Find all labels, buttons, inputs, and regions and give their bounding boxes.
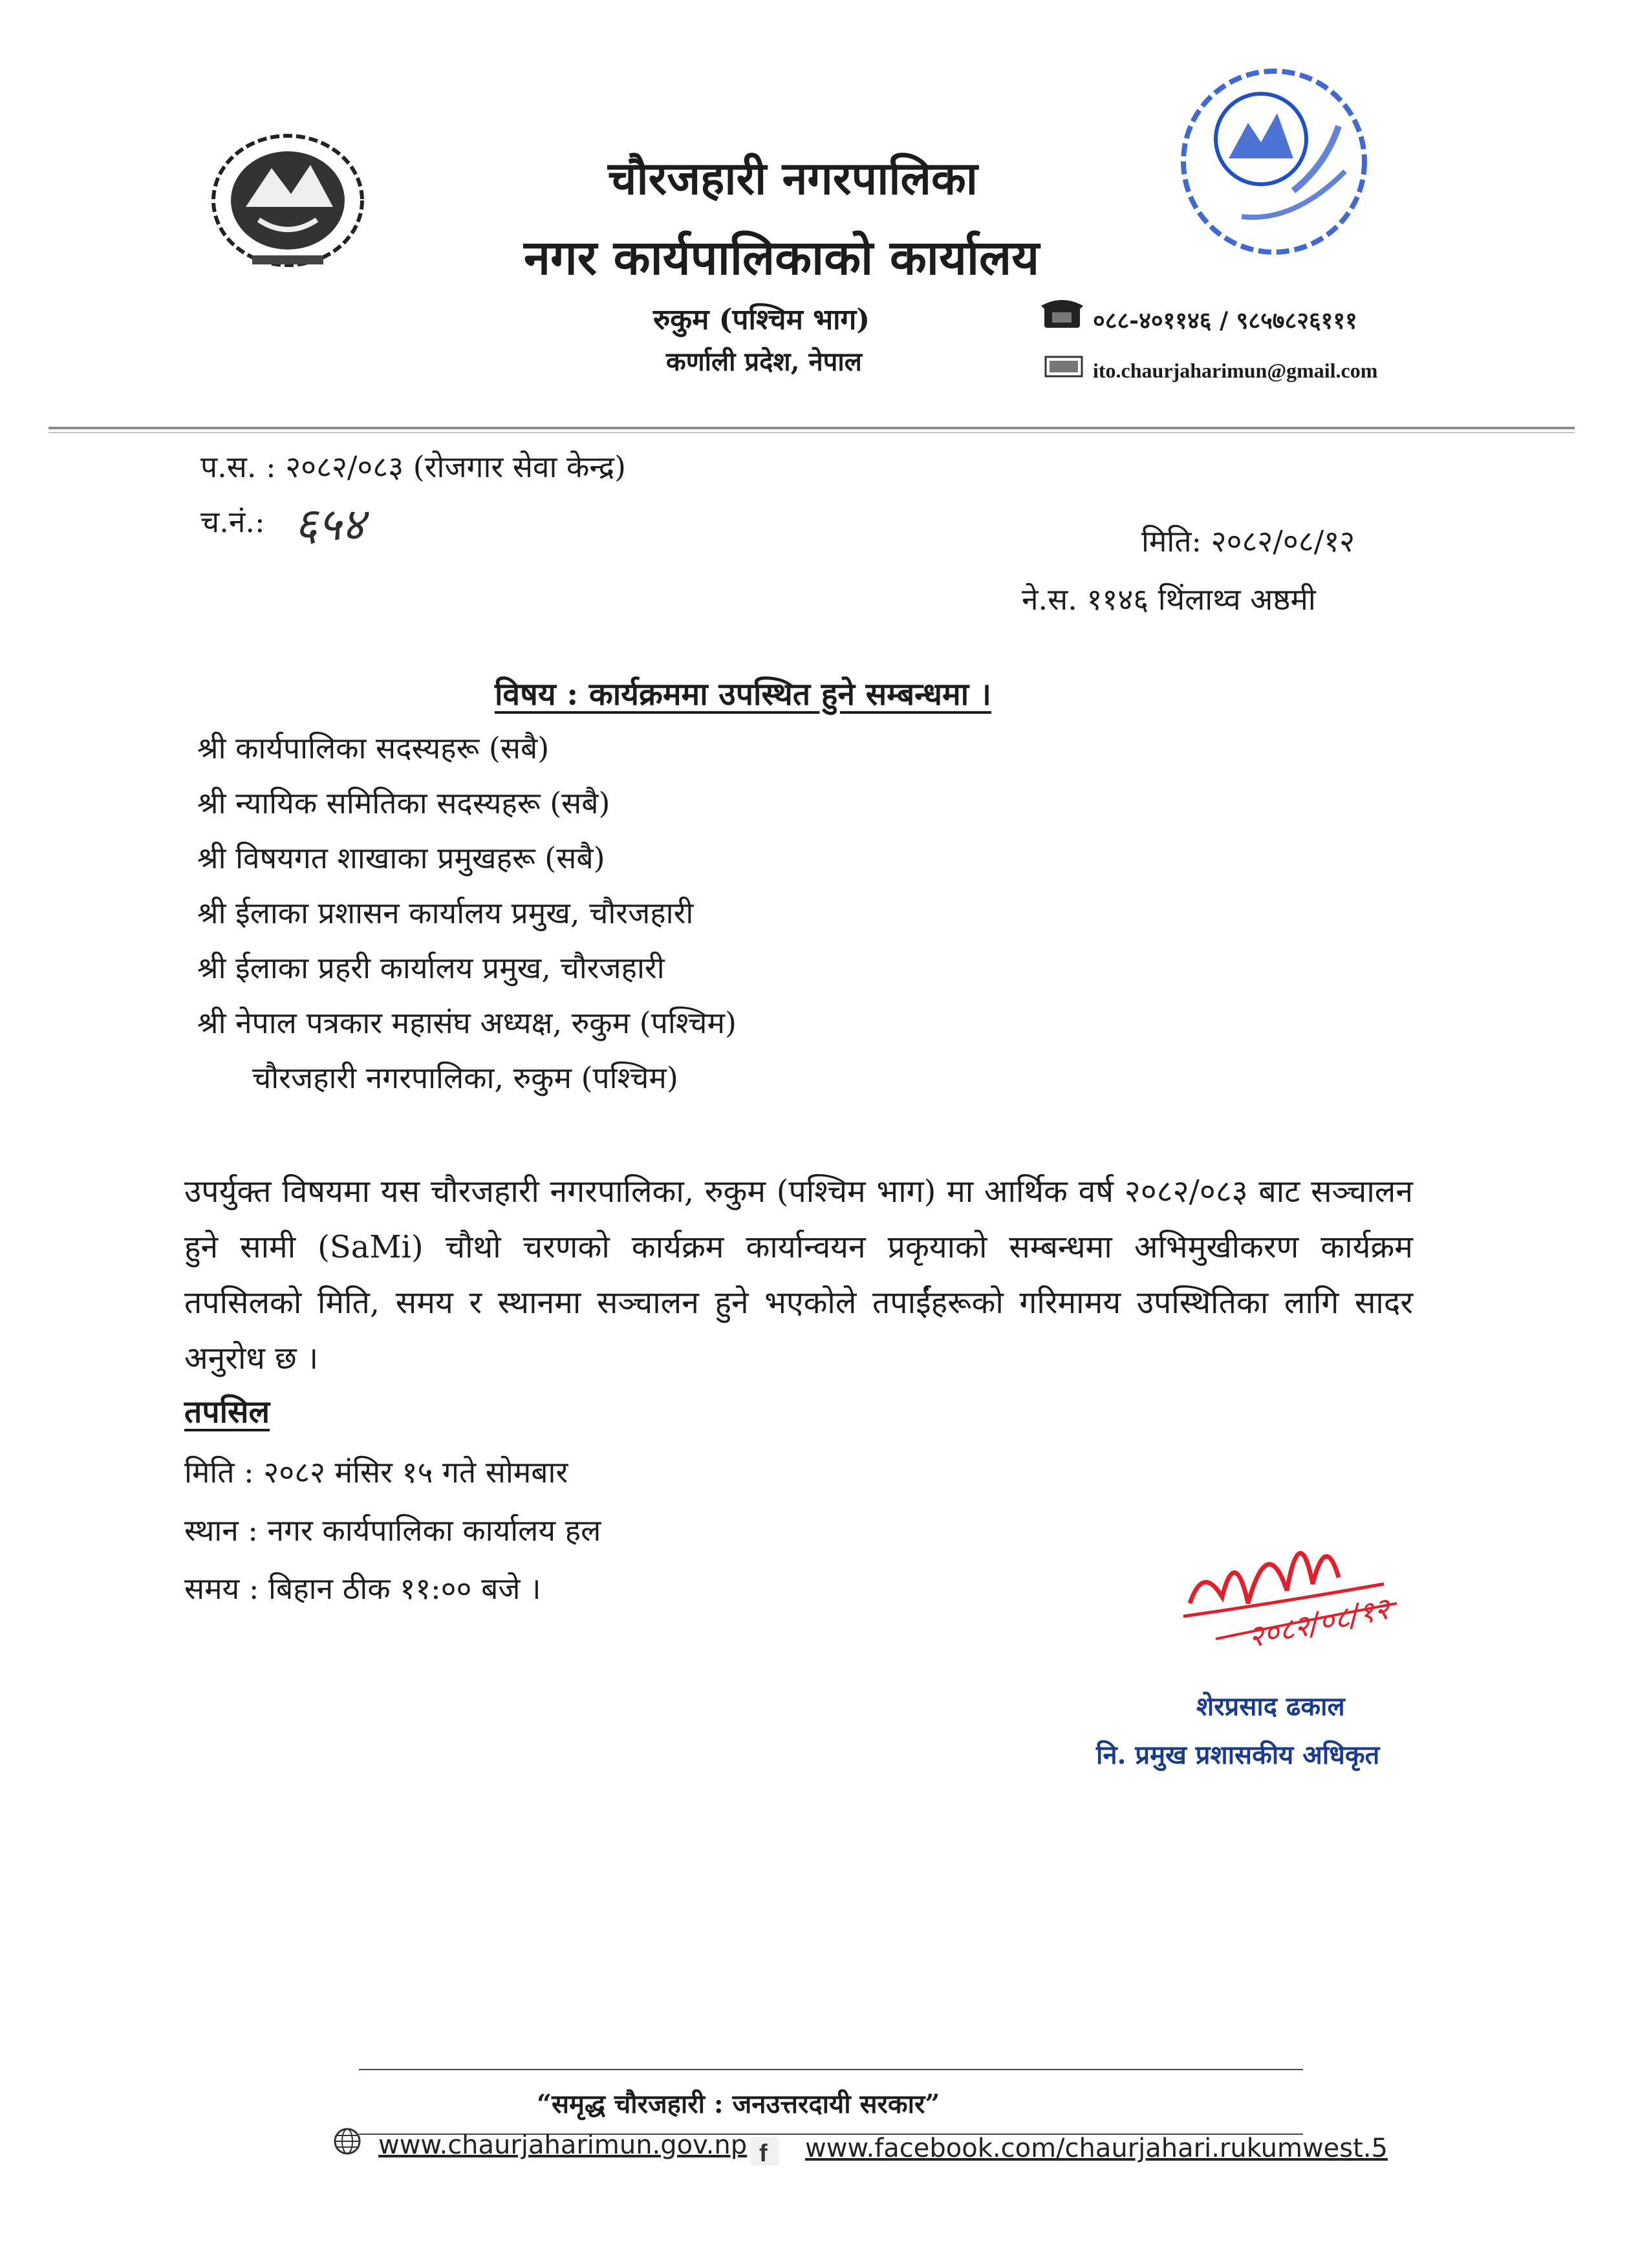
- signer-name: शेरप्रसाद ढकाल: [1196, 1691, 1345, 1722]
- letter-body: उपर्युक्त विषयमा यस चौरजहारी नगरपालिका, रुकुम (पश्चिम भाग) मा आर्थिक वर्ष २०८२/०८३ बाट सञ्चालन हुने सामी (SaMi) चौथो चरणको कार्यक्रम कार्यान्वयन प्रकृयाको सम्बन्धमा अभिमुखीकरण कार्यक्रम तपसिलको मिति, समय र स्थानमा सञ्चालन हुने भएकोले तपाईंहरूको गरिमामय उपस्थितिका लागि सादर अनुरोध छ ।: [184, 1173, 1413, 1376]
- addressee-item: चौरजहारी नगरपालिका, रुकुम (पश्चिम): [252, 1060, 678, 1095]
- addressee-item: श्री नेपाल पत्रकार महासंघ अध्यक्ष, रुकुम (पश्चिम): [197, 1005, 737, 1040]
- letter-date: मिति: २०८२/०८/१२: [1141, 524, 1355, 559]
- addressee-item: श्री कार्यपालिका सदस्यहरू (सबै): [197, 731, 550, 765]
- handwritten-signature: [1177, 1506, 1410, 1674]
- phone-number: ०८८-४०११४६ / ९८५७८२६१११: [1093, 307, 1357, 334]
- addressee-item: श्री ईलाका प्रशासन कार्यालय प्रमुख, चौरजहारी: [197, 895, 694, 930]
- subject-line: विषय : कार्यक्रममा उपस्थित हुने सम्बन्धमा ।: [495, 676, 992, 712]
- dispatch-label: च.नं.:: [200, 504, 265, 539]
- signature-date: २०८२/०८/१२: [1245, 1590, 1393, 1655]
- signer-designation: नि. प्रमुख प्रशासकीय अधिकृत: [1096, 1740, 1380, 1770]
- municipality-title: चौरजहारी नगरपालिका: [608, 151, 978, 205]
- schedule-heading: तपसिल: [184, 1394, 270, 1430]
- addressee-item: श्री विषयगत शाखाका प्रमुखहरू (सबै): [197, 840, 605, 875]
- official-seal-stamp: [1164, 61, 1384, 262]
- nepal-sambat-date: ने.स. ११४६ थिंलाथ्व अष्ठमी: [1022, 582, 1316, 617]
- website-link[interactable]: www.chaurjaharimun.gov.np: [378, 2130, 748, 2160]
- schedule-time: समय : बिहान ठीक ११:०० बजे ।: [184, 1571, 541, 1606]
- addressee-item: श्री ईलाका प्रहरी कार्यालय प्रमुख, चौरजहारी: [197, 950, 665, 985]
- svg-text:f: f: [759, 2140, 768, 2166]
- footer-slogan: “समृद्ध चौरजहारी : जनउत्तरदायी सरकार”: [537, 2089, 940, 2119]
- office-title: नगर कार्यपालिकाको कार्यालय: [524, 230, 1040, 286]
- facebook-icon: [750, 2137, 779, 2166]
- province-text: कर्णाली प्रदेश, नेपाल: [666, 347, 862, 377]
- email-address: ito.chaurjaharimun@gmail.com: [1093, 359, 1378, 382]
- footer-divider-top: [359, 2069, 1303, 2070]
- header-divider-shadow: [48, 432, 1575, 433]
- district-text: रुकुम (पश्चिम भाग): [653, 303, 870, 336]
- globe-icon: [333, 2127, 362, 2156]
- dispatch-number: ६५४: [294, 498, 365, 551]
- reference-number: प.स. : २०८२/०८३ (रोजगार सेवा केन्द्र): [200, 449, 626, 484]
- telephone-icon: [1038, 294, 1086, 330]
- facebook-link[interactable]: www.facebook.com/chaurjahari.rukumwest.5: [805, 2134, 1388, 2163]
- schedule-place: स्थान : नगर कार्यपालिका कार्यालय हल: [184, 1513, 601, 1548]
- nepal-emblem-icon: [207, 129, 369, 272]
- header-divider: [48, 427, 1575, 429]
- schedule-date: मिति : २०८२ मंसिर १५ गते सोमबार: [184, 1455, 568, 1490]
- addressee-item: श्री न्यायिक समितिका सदस्यहरू (सबै): [197, 786, 610, 820]
- email-icon: [1044, 356, 1083, 378]
